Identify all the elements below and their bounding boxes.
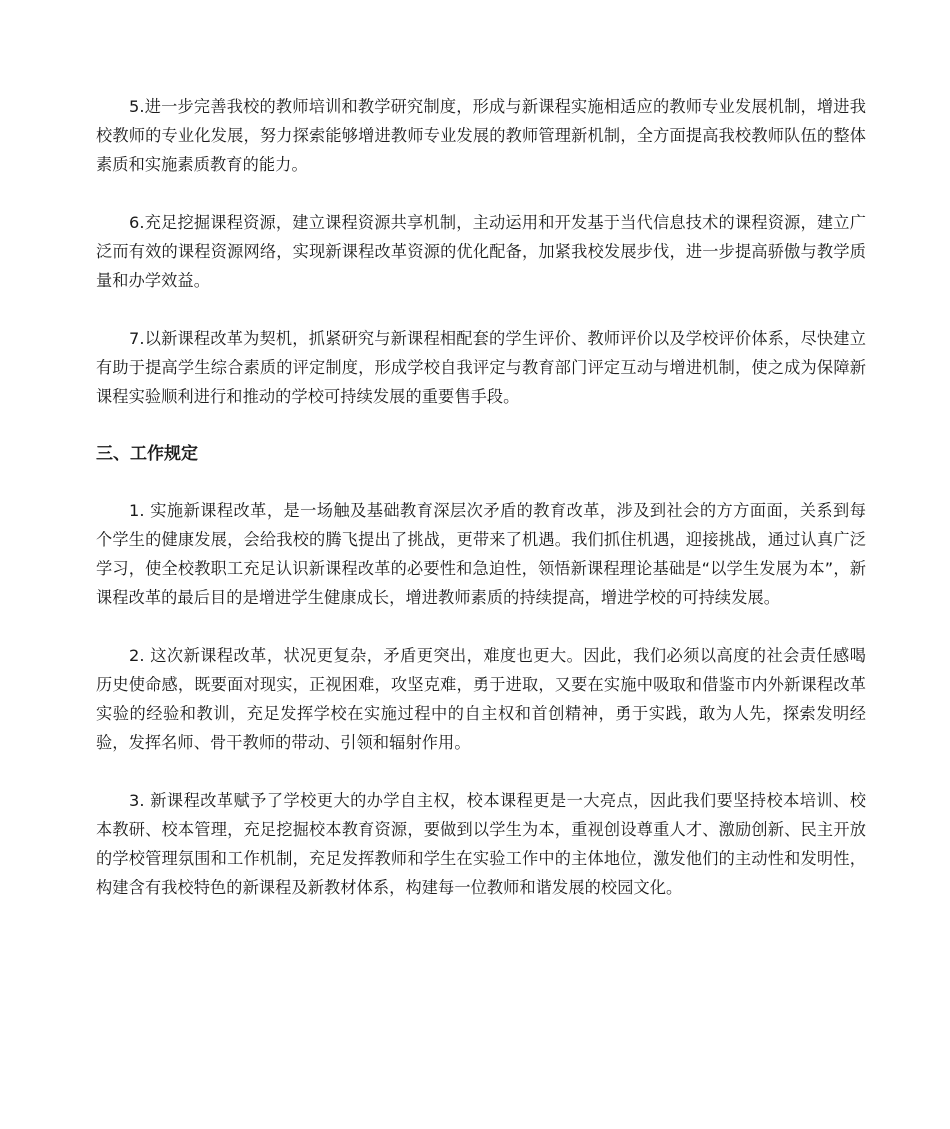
paragraph-requirement-2: 2. 这次新课程改革，状况更复杂，矛盾更突出，难度也更大。因此，我们必须以高度的社会责任感喝历史使命感，既要面对现实，正视困难，攻坚克难，勇于进取，又要在实施中吸取和借鉴市内外新课程改革实验的经验和教训，充足发挥学校在实施过程中的自主权和首创精神，勇于实践，敢为人先，探索发明经验，发挥名师、骨干教师的带动、引领和辐射作用。 <box>96 646 866 752</box>
document-page <box>96 92 866 931</box>
paragraph-requirement-1: 1. 实施新课程改革，是一场触及基础教育深层次矛盾的教育改革，涉及到社会的方方面面，关系到每个学生的健康发展，会给我校的腾飞提出了挑战，更带来了机遇。我们抓住机遇，迎接挑战，通过认真广泛学习，使全校教职工充足认识新课程改革的必要性和急迫性，领悟新课程理论基础是“以学生发展为本”，新课程改革的最后目的是增进学生健康成长，增进教师素质的持续提高，增进学校的可持续发展。 <box>96 501 866 607</box>
paragraph-item-5: 5.进一步完善我校的教师培训和教学研究制度，形成与新课程实施相适应的教师专业发展机制，增进我校教师的专业化发展，努力探索能够增进教师专业发展的教师管理新机制，全方面提高我校教师队伍的整体素质和实施素质教育的能力。 <box>96 97 866 174</box>
section-heading: 三、工作规定 <box>96 444 198 464</box>
paragraph-item-7: 7.以新课程改革为契机，抓紧研究与新课程相配套的学生评价、教师评价以及学校评价体系，尽快建立有助于提高学生综合素质的评定制度，形成学校自我评定与教育部门评定互动与增进机制，使之成为保障新课程实验顺利进行和推动的学校可持续发展的重要售手段。 <box>96 329 866 406</box>
paragraph-requirement-3: 3. 新课程改革赋予了学校更大的办学自主权，校本课程更是一大亮点，因此我们要坚持校本培训、校本教研、校本管理，充足挖掘校本教育资源，要做到以学生为本，重视创设尊重人才、激励创新、民主开放的学校管理氛围和工作机制，充足发挥教师和学生在实验工作中的主体地位，激发他们的主动性和发明性，构建含有我校特色的新课程及新教材体系，构建每一位教师和谐发展的校园文化。 <box>96 791 866 897</box>
paragraph-item-6: 6.充足挖掘课程资源，建立课程资源共享机制，主动运用和开发基于当代信息技术的课程资源，建立广泛而有效的课程资源网络，实现新课程改革资源的优化配备，加紧我校发展步伐，进一步提高骄傲与教学质量和办学效益。 <box>96 213 866 290</box>
